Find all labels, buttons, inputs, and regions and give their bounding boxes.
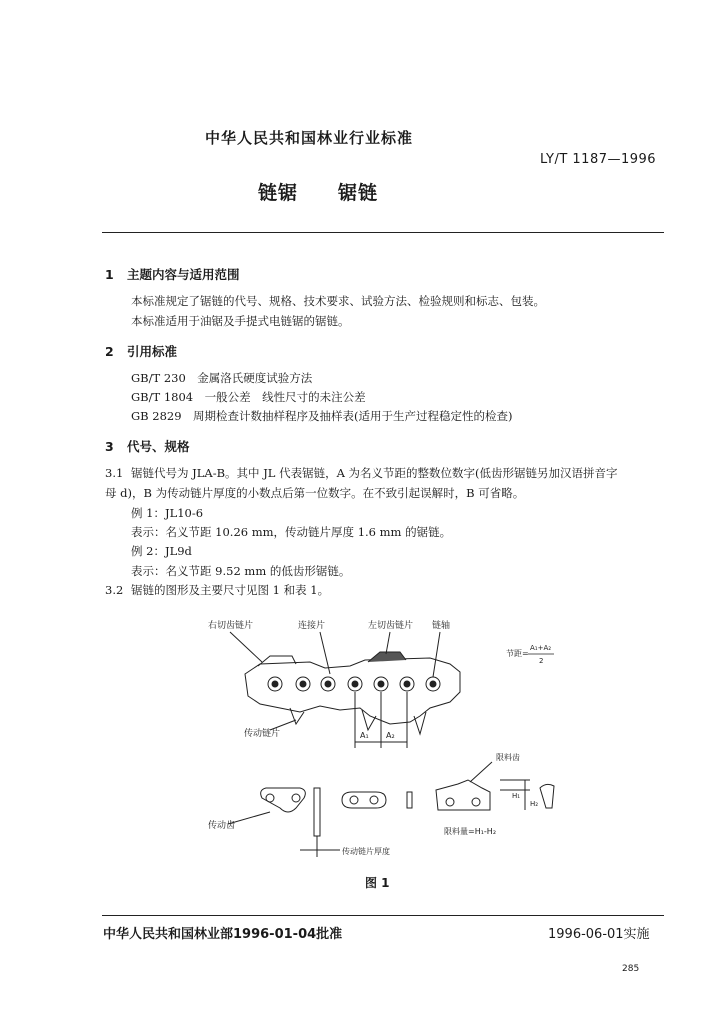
drive-link-tooth bbox=[362, 710, 376, 730]
label-a2: A₂ bbox=[386, 731, 395, 740]
clause-3-1-line-1 bbox=[105, 465, 618, 481]
leader-line bbox=[433, 632, 440, 677]
hole bbox=[266, 794, 274, 802]
hole bbox=[292, 794, 300, 802]
drive-link-part bbox=[261, 788, 306, 812]
section-title: 引用标准 bbox=[127, 344, 178, 359]
leader-line bbox=[470, 762, 492, 782]
hole bbox=[472, 798, 480, 806]
example-2: 例 2：JL9d bbox=[131, 544, 192, 558]
section-number: 3 bbox=[105, 439, 114, 454]
label-tie-strap: 连接片 bbox=[298, 621, 326, 631]
tie-strap-part bbox=[342, 792, 386, 808]
pitch-formula-denominator: 2 bbox=[539, 657, 544, 665]
section-2-heading bbox=[105, 342, 177, 360]
right-cutter-tooth bbox=[258, 656, 296, 666]
reference-item: GB/T 1804 一般公差 线性尺寸的未注公差 bbox=[131, 390, 366, 404]
clause-3-1-line-2: 母 d)，B 为传动链片厚度的小数点后第一位数字。在不致引起误解时，B 可省略。 bbox=[105, 486, 525, 500]
figure-caption: 图 1 bbox=[365, 876, 390, 890]
clause-text: 锯链的图形及主要尺寸见图 1 和表 1。 bbox=[131, 583, 330, 597]
leader-line bbox=[386, 632, 390, 654]
drive-link-tooth bbox=[414, 712, 426, 734]
section-title: 主题内容与适用范围 bbox=[127, 267, 240, 282]
page-number: 285 bbox=[622, 964, 640, 974]
clause-text: 锯链代号为 JLA-B。其中 JL 代表锯链，A 为名义节距的整数位数字(低齿形锯链另加汉语拼音字 bbox=[131, 466, 618, 480]
leader-line bbox=[230, 632, 262, 662]
section-3-heading bbox=[105, 437, 190, 455]
hole bbox=[350, 796, 358, 804]
standard-number: LY/T 1187—1996 bbox=[540, 152, 657, 167]
drive-link-thickness-view bbox=[314, 788, 320, 836]
issuer-heading: 中华人民共和国林业行业标准 bbox=[205, 129, 414, 147]
section-1-heading bbox=[105, 265, 240, 283]
reference-item: GB 2829 周期检查计数抽样程序及抽样表(适用于生产过程稳定性的检查) bbox=[131, 409, 513, 423]
label-h1: H₁ bbox=[512, 792, 521, 800]
pitch-formula-numerator: A₁+A₂ bbox=[530, 644, 552, 652]
clause-number: 3.1 bbox=[105, 466, 124, 480]
left-cutter-tooth bbox=[368, 652, 406, 662]
label-h2: H₂ bbox=[530, 800, 539, 808]
label-a1: A₁ bbox=[360, 731, 369, 740]
example-2-description: 表示：名义节距 9.52 mm 的低齿形锯链。 bbox=[131, 564, 351, 578]
section-title: 代号、规格 bbox=[127, 439, 190, 454]
hole bbox=[446, 798, 454, 806]
implementation-date: 1996-06-01实施 bbox=[548, 927, 650, 942]
clause-number: 3.2 bbox=[105, 583, 124, 597]
header-rule bbox=[102, 232, 664, 233]
label-left-cutter: 左切齿链片 bbox=[368, 621, 414, 631]
label-drive-thickness: 传动链片厚度 bbox=[342, 847, 390, 856]
document-title: 链锯 锯链 bbox=[258, 182, 379, 204]
footer-rule bbox=[102, 915, 664, 916]
example-1: 例 1：JL10-6 bbox=[131, 506, 204, 520]
label-right-cutter: 右切齿链片 bbox=[208, 621, 254, 631]
label-drive-link: 传动链片 bbox=[244, 729, 281, 739]
label-rivet: 链轴 bbox=[432, 621, 451, 631]
hole bbox=[370, 796, 378, 804]
label-depth-gauge: 限料齿 bbox=[496, 753, 520, 762]
label-drive-tooth: 传动齿 bbox=[208, 821, 236, 831]
cutter-side-view bbox=[540, 784, 554, 808]
clause-3-2 bbox=[105, 582, 329, 598]
section-number: 2 bbox=[105, 344, 114, 359]
cutter-link-part bbox=[436, 780, 490, 810]
figure-1-saw-chain-diagram bbox=[200, 612, 580, 862]
pitch-formula-lhs: 节距= bbox=[506, 649, 529, 658]
example-1-description: 表示：名义节距 10.26 mm，传动链片厚度 1.6 mm 的锯链。 bbox=[131, 525, 452, 539]
tie-strap-side-view bbox=[407, 792, 412, 808]
reference-item: GB/T 230 金属洛氏硬度试验方法 bbox=[131, 371, 313, 385]
section-1-paragraph-1: 本标准规定了锯链的代号、规格、技术要求、试验方法、检验规则和标志、包装。 bbox=[131, 294, 545, 308]
depth-formula: 限料量=H₁-H₂ bbox=[444, 827, 497, 836]
section-1-paragraph-2: 本标准适用于油锯及手提式电链锯的锯链。 bbox=[131, 314, 350, 328]
issue-statement: 中华人民共和国林业部1996-01-04批准 bbox=[103, 927, 343, 942]
section-number: 1 bbox=[105, 267, 114, 282]
